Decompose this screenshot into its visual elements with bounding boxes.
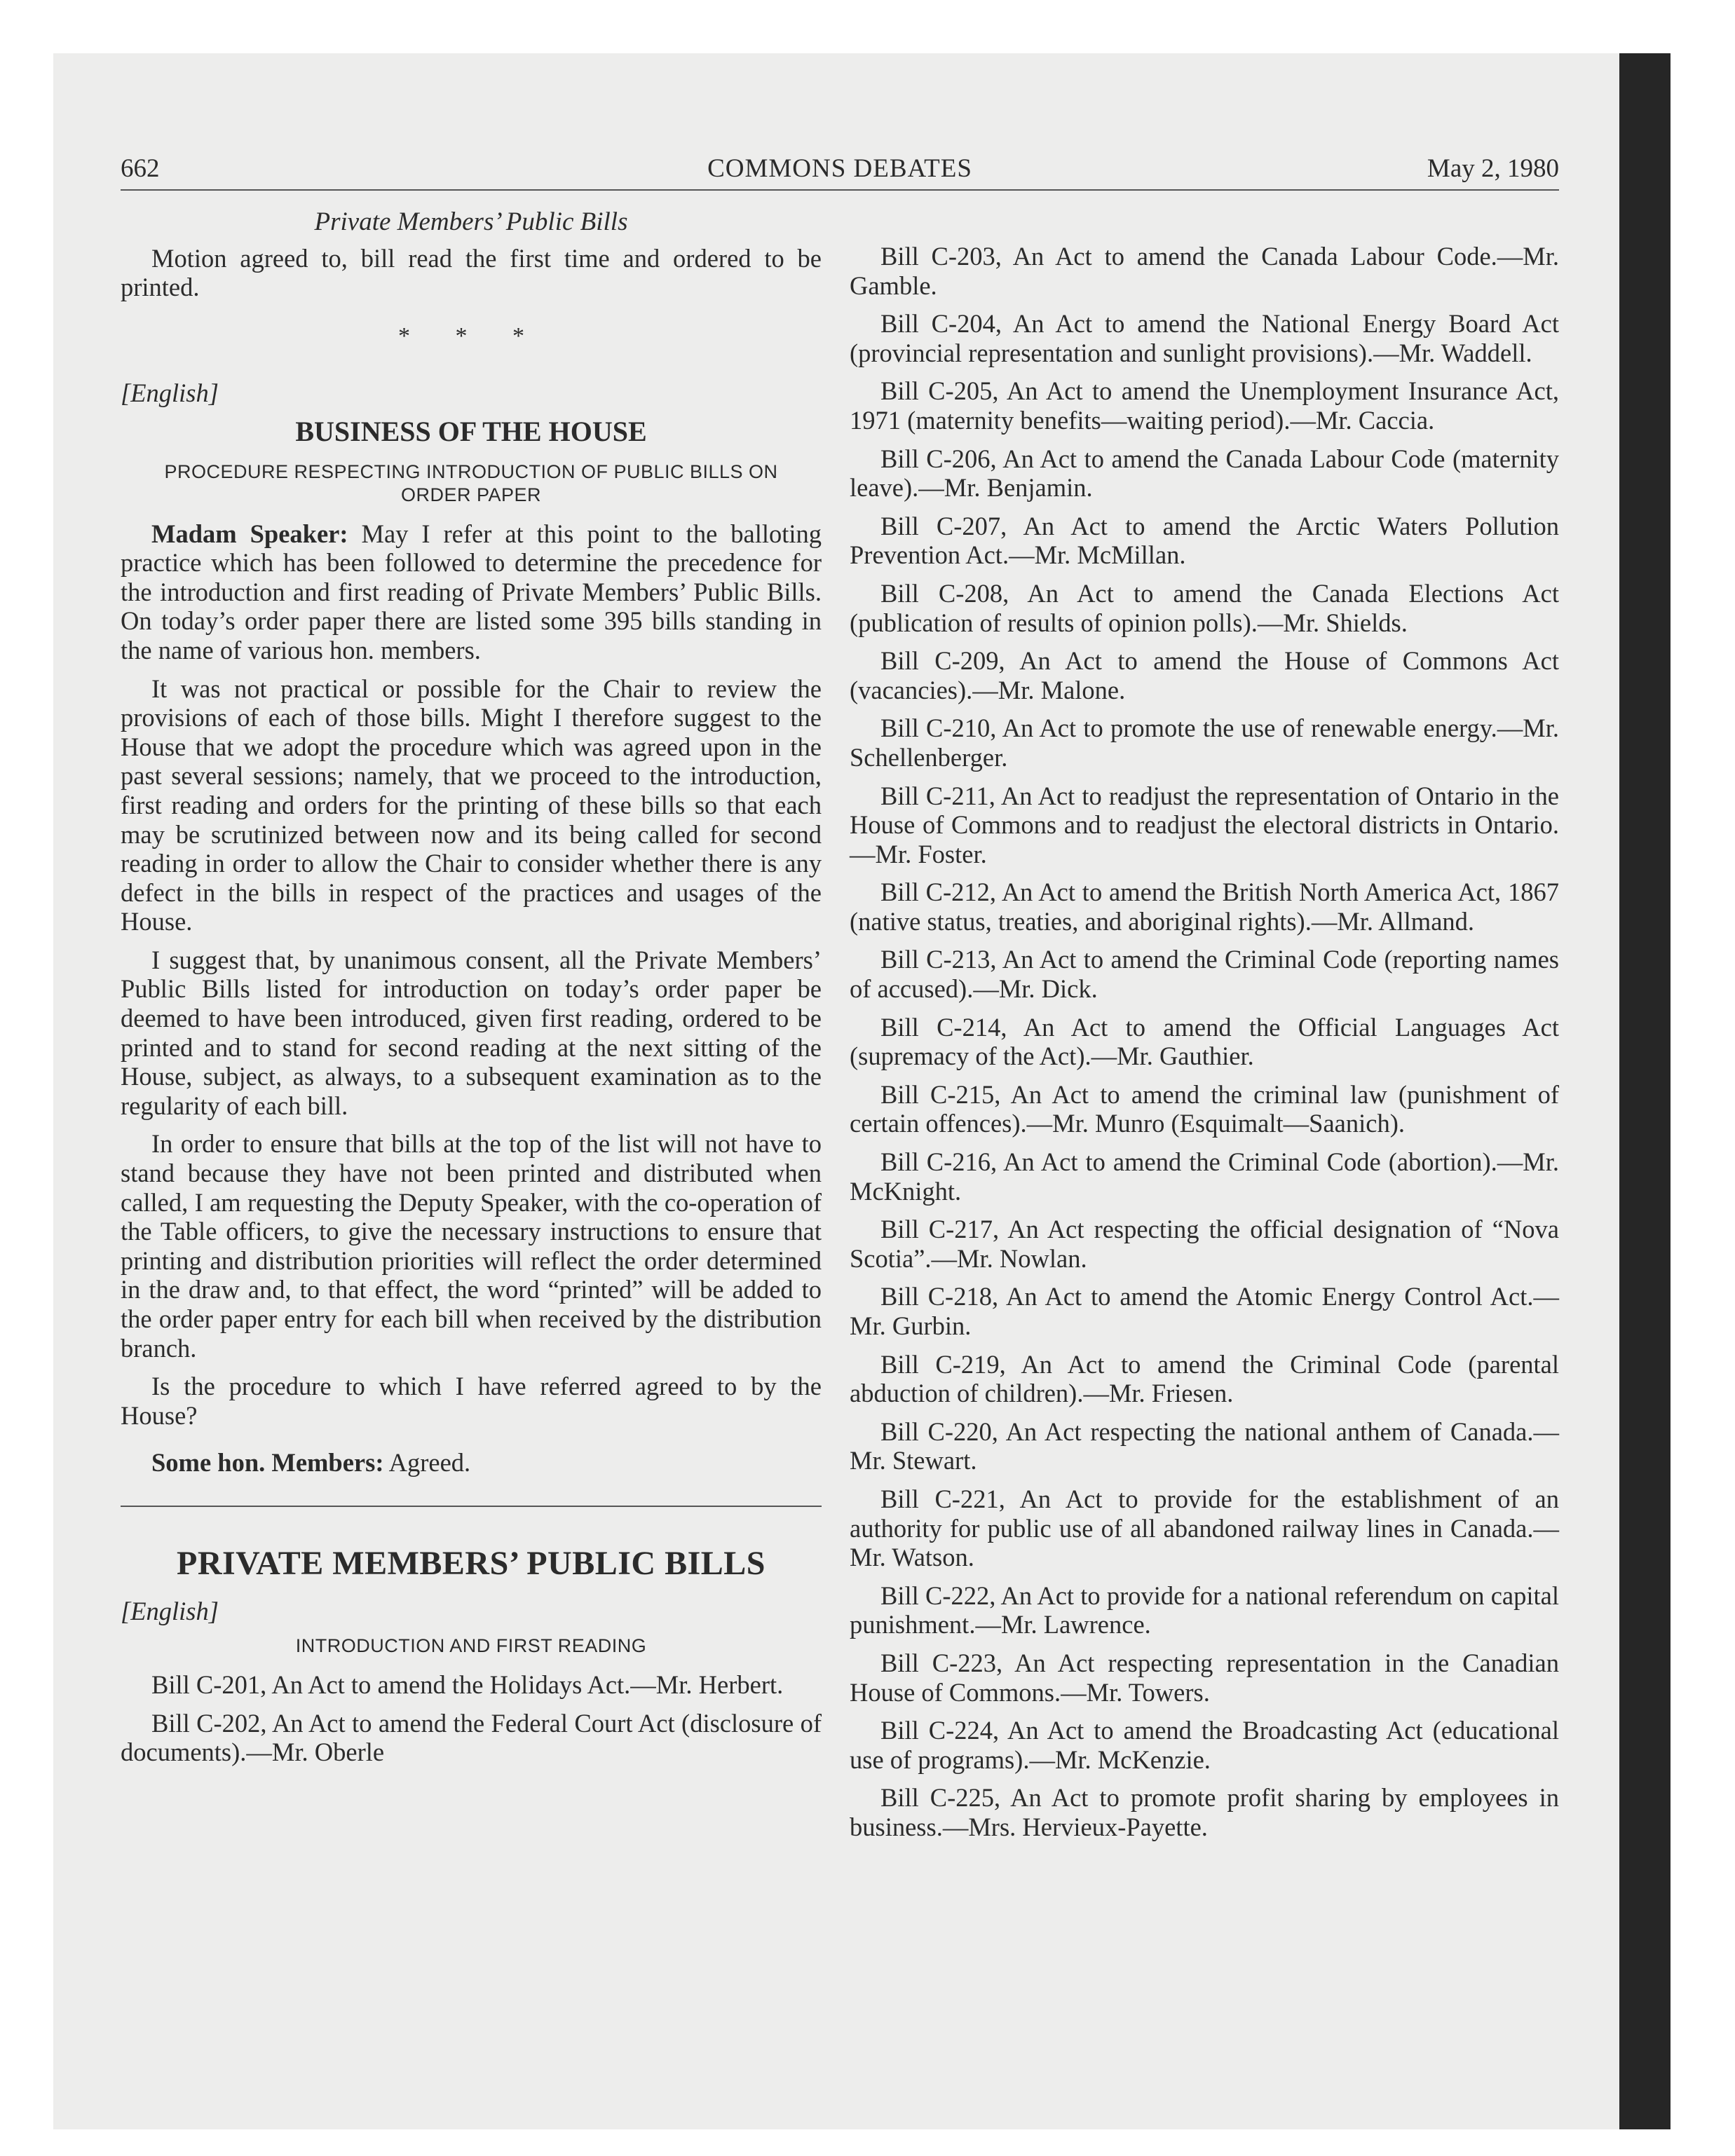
left-column bbox=[121, 207, 822, 1776]
members-text: Agreed. bbox=[383, 1448, 471, 1478]
bill-entry: Bill C-220, An Act respecting the national anthem of Canada.—Mr. Stewart. bbox=[850, 1417, 1559, 1475]
bill-entry: Bill C-206, An Act to amend the Canada Labour Code (maternity leave).—Mr. Benjamin. bbox=[850, 444, 1559, 503]
bill-entry: Bill C-203, An Act to amend the Canada Labour Code.—Mr. Gamble. bbox=[850, 242, 1559, 300]
speaker-label: Madam Speaker: bbox=[151, 519, 348, 548]
page-header bbox=[121, 153, 1559, 191]
bill-entry: Bill C-201, An Act to amend the Holidays Act.—Mr. Herbert. bbox=[151, 1670, 784, 1700]
bill-entry: Bill C-213, An Act to amend the Criminal Code (reporting names of accused).—Mr. Dick. bbox=[850, 945, 1559, 1004]
members-paragraph bbox=[121, 1448, 822, 1478]
bill-entry: Bill C-207, An Act to amend the Arctic Waters Pollution Prevention Act.—Mr. McMillan. bbox=[850, 511, 1559, 570]
bill-entry: Bill C-211, An Act to readjust the representation of Ontario in the House of Commons and to readjust the electoral districts in Ontario.—Mr. Foster. bbox=[850, 781, 1559, 868]
bill-entry: Bill C-215, An Act to amend the criminal law (punishment of certain offences).—Mr. Munro (Esquimalt—Saanich). bbox=[850, 1079, 1559, 1138]
procedure-subheading: PROCEDURE RESPECTING INTRODUCTION OF PUBLIC BILLS ON ORDER PAPER bbox=[164, 460, 778, 505]
paragraph: I suggest that, by unanimous consent, all the Private Members’ Public Bills listed for introduction on today’s order paper be deemed to have been introduced, given first reading, ordered to be printed and to stand for second reading at the next sitting of the House, subject, as always, to a subsequent examination as to the regularity of each bill. bbox=[121, 945, 822, 1120]
language-tag: [English] bbox=[121, 1596, 219, 1625]
section-title: Private Members’ Public Bills bbox=[314, 207, 628, 236]
speaker-paragraph bbox=[121, 519, 822, 665]
bill-entry: Bill C-223, An Act respecting representation in the Canadian House of Commons.—Mr. Towers. bbox=[850, 1648, 1559, 1707]
bill-entry: Bill C-225, An Act to promote profit sharing by employees in business.—Mrs. Hervieux-Payette. bbox=[850, 1783, 1559, 1841]
bill-entry: Bill C-219, An Act to amend the Criminal Code (parental abduction of children).—Mr. Friesen. bbox=[850, 1349, 1559, 1408]
pmpb-heading: PRIVATE MEMBERS’ PUBLIC BILLS bbox=[177, 1544, 766, 1582]
language-tag: [English] bbox=[121, 378, 219, 408]
bill-entry: Bill C-221, An Act to provide for the establishment of an authority for public use of all abandoned railway lines in Canada.—Mr. Watson. bbox=[850, 1484, 1559, 1572]
right-column bbox=[850, 242, 1559, 1851]
bill-entry: Bill C-224, An Act to amend the Broadcasting Act (educational use of programs).—Mr. McKenzie. bbox=[850, 1716, 1559, 1774]
paragraph: Is the procedure to which I have referred agreed to by the House? bbox=[121, 1372, 822, 1430]
scan-dark-edge bbox=[1619, 53, 1671, 2129]
bill-entry: Bill C-204, An Act to amend the National Energy Board Act (provincial representation and sunlight provisions).—Mr. Waddell. bbox=[850, 309, 1559, 367]
bill-entry: Bill C-214, An Act to amend the Official Languages Act (supremacy of the Act).—Mr. Gauthier. bbox=[850, 1012, 1559, 1071]
paragraph: It was not practical or possible for the Chair to review the provisions of each of those bills. Might I therefore suggest to the House that we adopt the procedure which was agreed upon in the past several sessions; namely, that we proceed to the introduction, first reading and orders for the printing of these bills so that each may be scrutinized between now and its being called for second reading in order to allow the Chair to consider whether there is any defect in the bills in respect of the practices and usages of the House. bbox=[121, 674, 822, 936]
paragraph: In order to ensure that bills at the top of the list will not have to stand because they have not been printed and distributed when called, I am requesting the Deputy Speaker, with the co-operation of the Table officers, to give the necessary instructions to ensure that printing and distribution priorities will reflect the order determined in the draw and, to that effect, the word “printed” will be added to the order paper entry for each bill when received by the distribution branch. bbox=[121, 1129, 822, 1363]
bill-entry: Bill C-217, An Act respecting the official designation of “Nova Scotia”.—Mr. Nowlan. bbox=[850, 1215, 1559, 1273]
page-number: 662 bbox=[121, 154, 160, 183]
bill-entry: Bill C-202, An Act to amend the Federal Court Act (disclosure of documents).—Mr. Oberle bbox=[121, 1708, 822, 1767]
bill-entry: Bill C-209, An Act to amend the House of Commons Act (vacancies).—Mr. Malone. bbox=[850, 646, 1559, 704]
speaker-text: May I refer at this point to the balloting practice which has been followed to determine the precedence for the introduction and first reading of Private Members’ Public Bills. On today’s order paper there are listed some 395 bills standing in the name of various hon. members. bbox=[121, 519, 822, 664]
business-heading: BUSINESS OF THE HOUSE bbox=[295, 415, 647, 447]
running-title: COMMONS DEBATES bbox=[707, 154, 972, 183]
bill-entry: Bill C-212, An Act to amend the British North America Act, 1867 (native status, treaties, and aboriginal rights).—Mr. Allmand. bbox=[850, 878, 1559, 936]
bill-entry: Bill C-208, An Act to amend the Canada Elections Act (publication of results of opinion polls).—Mr. Shields. bbox=[850, 578, 1559, 637]
members-label: Some hon. Members: bbox=[151, 1448, 384, 1478]
page-date: May 2, 1980 bbox=[1427, 154, 1559, 183]
bill-entry: Bill C-210, An Act to promote the use of renewable energy.—Mr. Schellenberger. bbox=[850, 714, 1559, 772]
bill-entry: Bill C-222, An Act to provide for a national referendum on capital punishment.—Mr. Lawrence. bbox=[850, 1581, 1559, 1639]
bill-entry: Bill C-216, An Act to amend the Criminal Code (abortion).—Mr. McKnight. bbox=[850, 1147, 1559, 1206]
motion-paragraph: Motion agreed to, bill read the first time and ordered to be printed. bbox=[121, 243, 822, 302]
section-rule bbox=[121, 1506, 822, 1507]
intro-subheading: INTRODUCTION AND FIRST READING bbox=[295, 1635, 647, 1657]
section-break-stars: * * * bbox=[398, 322, 544, 349]
bill-entry: Bill C-205, An Act to amend the Unemployment Insurance Act, 1971 (maternity benefits—waiting period).—Mr. Caccia. bbox=[850, 376, 1559, 435]
bill-entry: Bill C-218, An Act to amend the Atomic Energy Control Act.—Mr. Gurbin. bbox=[850, 1282, 1559, 1340]
